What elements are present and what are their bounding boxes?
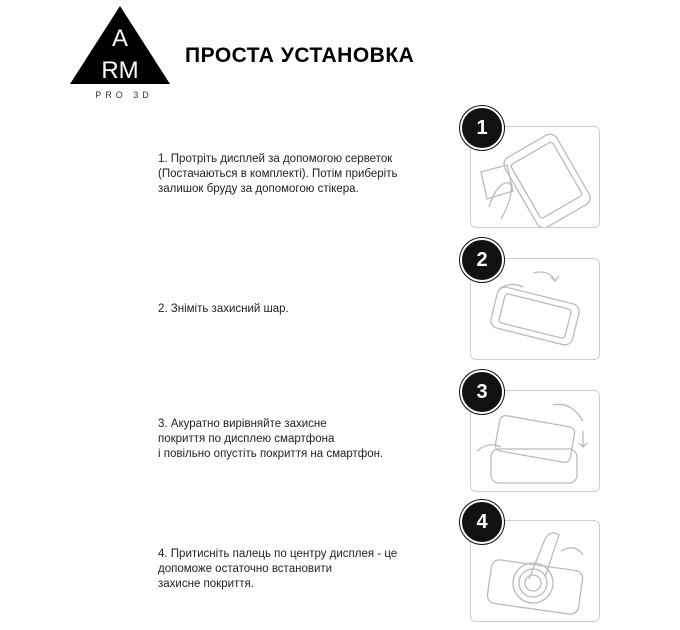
step-3-badge: 3 xyxy=(460,370,504,414)
logo-letter-a: A xyxy=(111,25,129,52)
step-4-badge: 4 xyxy=(460,500,504,544)
logo-triangle-icon xyxy=(70,6,170,90)
step-1-badge: 1 xyxy=(460,106,504,150)
step-2-badge: 2 xyxy=(460,238,504,282)
brand-logo xyxy=(70,6,170,102)
step-2-text: 2. Зніміть захисний шар. xyxy=(158,303,289,315)
step-1-text: 1. Протріть дисплей за допомогою серветок (Постачаються в комплекті). Потім приберіть залишок бруду за допомогою стікера. xyxy=(158,153,398,195)
logo-letters-rm: RM xyxy=(101,57,139,84)
step-4-text: 4. Притисніть палець по центру дисплея - це допоможе остаточно встановити захисне покриття. xyxy=(158,548,398,590)
logo-subtitle: PRO 3D xyxy=(95,90,153,100)
page-title: ПРОСТА УСТАНОВКА xyxy=(185,44,415,67)
step-3-text: 3. Акуратно вирівняйте захисне покриття по дисплею смартфона і повільно опустіть покриття на смартфон. xyxy=(158,418,384,460)
